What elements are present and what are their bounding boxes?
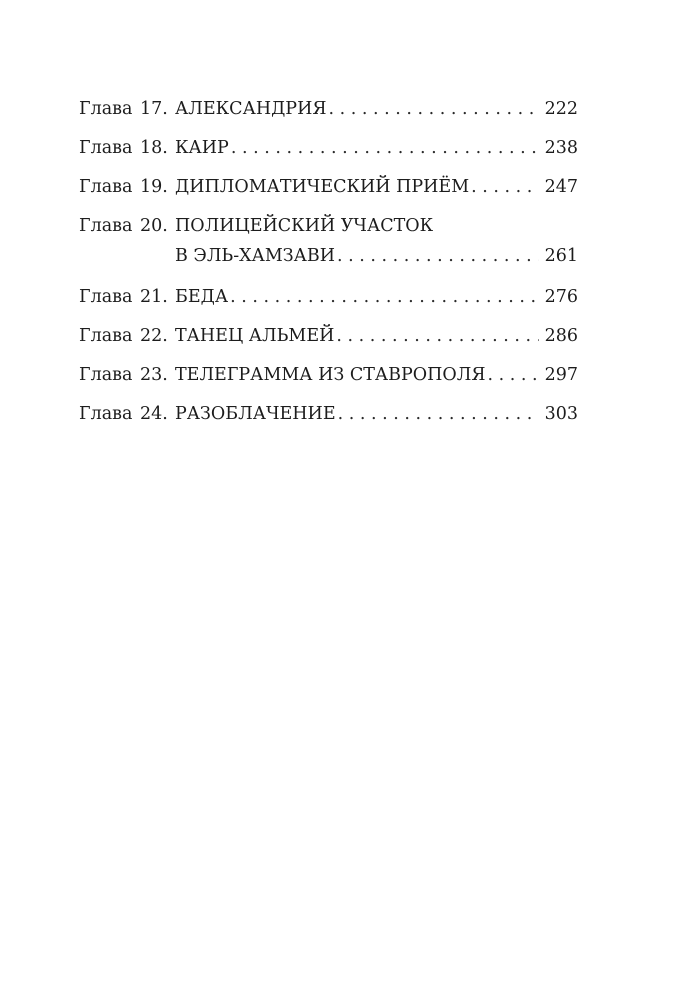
chapter-body — [175, 403, 578, 425]
chapter-number: Глава 17. — [79, 99, 168, 119]
page-number: 261 — [544, 246, 578, 266]
chapter-body — [175, 137, 578, 159]
chapter-body — [175, 325, 578, 347]
page-number: 297 — [544, 365, 578, 385]
title-row — [175, 137, 578, 159]
chapter-title: АЛЕКСАНДРИЯ — [175, 99, 327, 119]
chapter-title: ДИПЛОМАТИЧЕСКИЙ ПРИЁМ — [175, 177, 470, 197]
toc-entry — [79, 215, 578, 267]
chapter-number: Глава 22. — [79, 326, 168, 346]
chapter-title: РАЗОБЛАЧЕНИЕ — [175, 404, 336, 424]
chapter-title: В ЭЛЬ-ХАМЗАВИ — [175, 246, 336, 266]
dot-leader — [230, 286, 538, 308]
toc-entry — [79, 364, 578, 386]
toc-entry — [79, 137, 578, 159]
toc-entry — [79, 176, 578, 198]
chapter-body — [175, 215, 578, 267]
page-number: 247 — [544, 177, 578, 197]
title-row — [175, 364, 578, 386]
dot-leader — [231, 137, 539, 159]
chapter-body — [175, 364, 578, 386]
dot-leader — [487, 364, 538, 386]
page-number: 238 — [544, 138, 578, 158]
chapter-number: Глава 23. — [79, 365, 168, 385]
chapter-number: Глава 20. — [79, 216, 168, 236]
title-row — [175, 403, 578, 425]
page-number: 222 — [544, 99, 578, 119]
toc-entry — [79, 286, 578, 308]
chapter-title: ТЕЛЕГРАММА ИЗ СТАВРОПОЛЯ — [175, 365, 486, 385]
title-row — [175, 245, 578, 267]
page-number: 303 — [544, 404, 578, 424]
dot-leader — [328, 98, 538, 120]
table-of-contents — [79, 98, 578, 442]
dot-leader — [338, 403, 539, 425]
chapter-title-line-1: ПОЛИЦЕЙСКИЙ УЧАСТОК — [175, 216, 434, 236]
chapter-number: Глава 18. — [79, 138, 168, 158]
chapter-number: Глава 19. — [79, 177, 168, 197]
dot-leader — [471, 176, 538, 198]
title-row — [175, 286, 578, 308]
title-row — [175, 98, 578, 120]
toc-entry — [79, 98, 578, 120]
chapter-title: БЕДА — [175, 287, 229, 307]
title-row — [175, 176, 578, 198]
chapter-number: Глава 21. — [79, 287, 168, 307]
dot-leader — [336, 325, 538, 347]
chapter-body — [175, 176, 578, 198]
chapter-body — [175, 286, 578, 308]
chapter-title: КАИР — [175, 138, 229, 158]
toc-entry — [79, 325, 578, 347]
page-number: 286 — [544, 326, 578, 346]
chapter-title: ТАНЕЦ АЛЬМЕЙ — [175, 326, 335, 346]
chapter-body — [175, 98, 578, 120]
toc-entry — [79, 403, 578, 425]
page-number: 276 — [544, 287, 578, 307]
dot-leader — [337, 245, 539, 267]
chapter-number: Глава 24. — [79, 404, 168, 424]
title-row — [175, 325, 578, 347]
